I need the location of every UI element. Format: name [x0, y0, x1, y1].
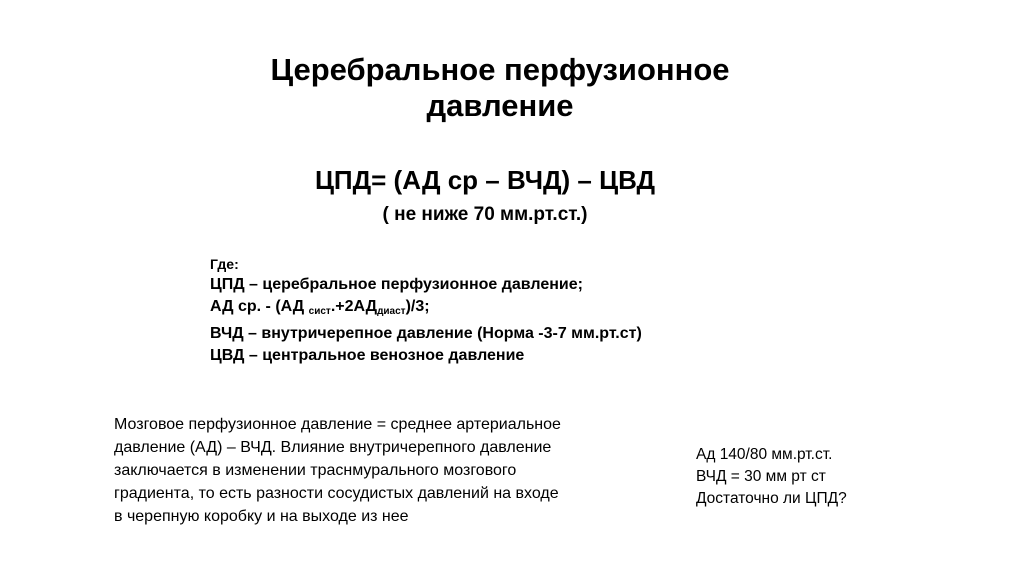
legend-heading: Где:: [210, 256, 239, 272]
slide-title-line-1: Церебральное перфузионное: [270, 52, 730, 87]
question-line-1: Ад 140/80 мм.рт.ст.: [696, 446, 833, 463]
explanation-paragraph: [114, 413, 634, 528]
slide-title-line-2: давление: [426, 88, 574, 123]
paragraph-line-4: градиента, то есть разности сосудистых давлений на входе: [114, 485, 559, 502]
paragraph-line-3: заключается в изменении траснмурального мозгового: [114, 462, 517, 479]
legend-ad-prefix: АД ср. - (АД: [210, 298, 309, 315]
legend-cpd: ЦПД – церебральное перфузионное давление;: [210, 276, 583, 293]
question-line-2: ВЧД = 30 мм рт ст: [696, 468, 826, 485]
legend-cvd: ЦВД – центральное венозное давление: [210, 347, 525, 364]
paragraph-line-1: Мозговое перфузионное давление = среднее артериальное: [114, 416, 561, 433]
legend-ad-suffix: )/3;: [405, 298, 430, 315]
slide-title: [200, 52, 800, 124]
paragraph-line-2: давление (АД) – ВЧД. Влияние внутричерепного давление: [114, 439, 552, 456]
paragraph-line-5: в черепную коробку и на выходе из нее: [114, 508, 409, 525]
formula-legend: [210, 254, 810, 367]
legend-vchd: ВЧД – внутричерепное давление (Норма -3-7 мм.рт.ст): [210, 325, 642, 342]
legend-ad-sub-diast: диаст: [377, 306, 406, 317]
cpp-formula: ЦПД= (АД ср – ВЧД) – ЦВД: [314, 165, 656, 195]
cpp-norm: ( не ниже 70 мм.рт.ст.): [382, 204, 588, 225]
question-line-3: Достаточно ли ЦПД?: [696, 490, 847, 507]
case-question: [696, 444, 996, 510]
legend-ad-sub-sist: сист: [308, 306, 331, 317]
legend-ad-mid: .+2АД: [330, 298, 378, 315]
legend-ad: [210, 296, 810, 323]
